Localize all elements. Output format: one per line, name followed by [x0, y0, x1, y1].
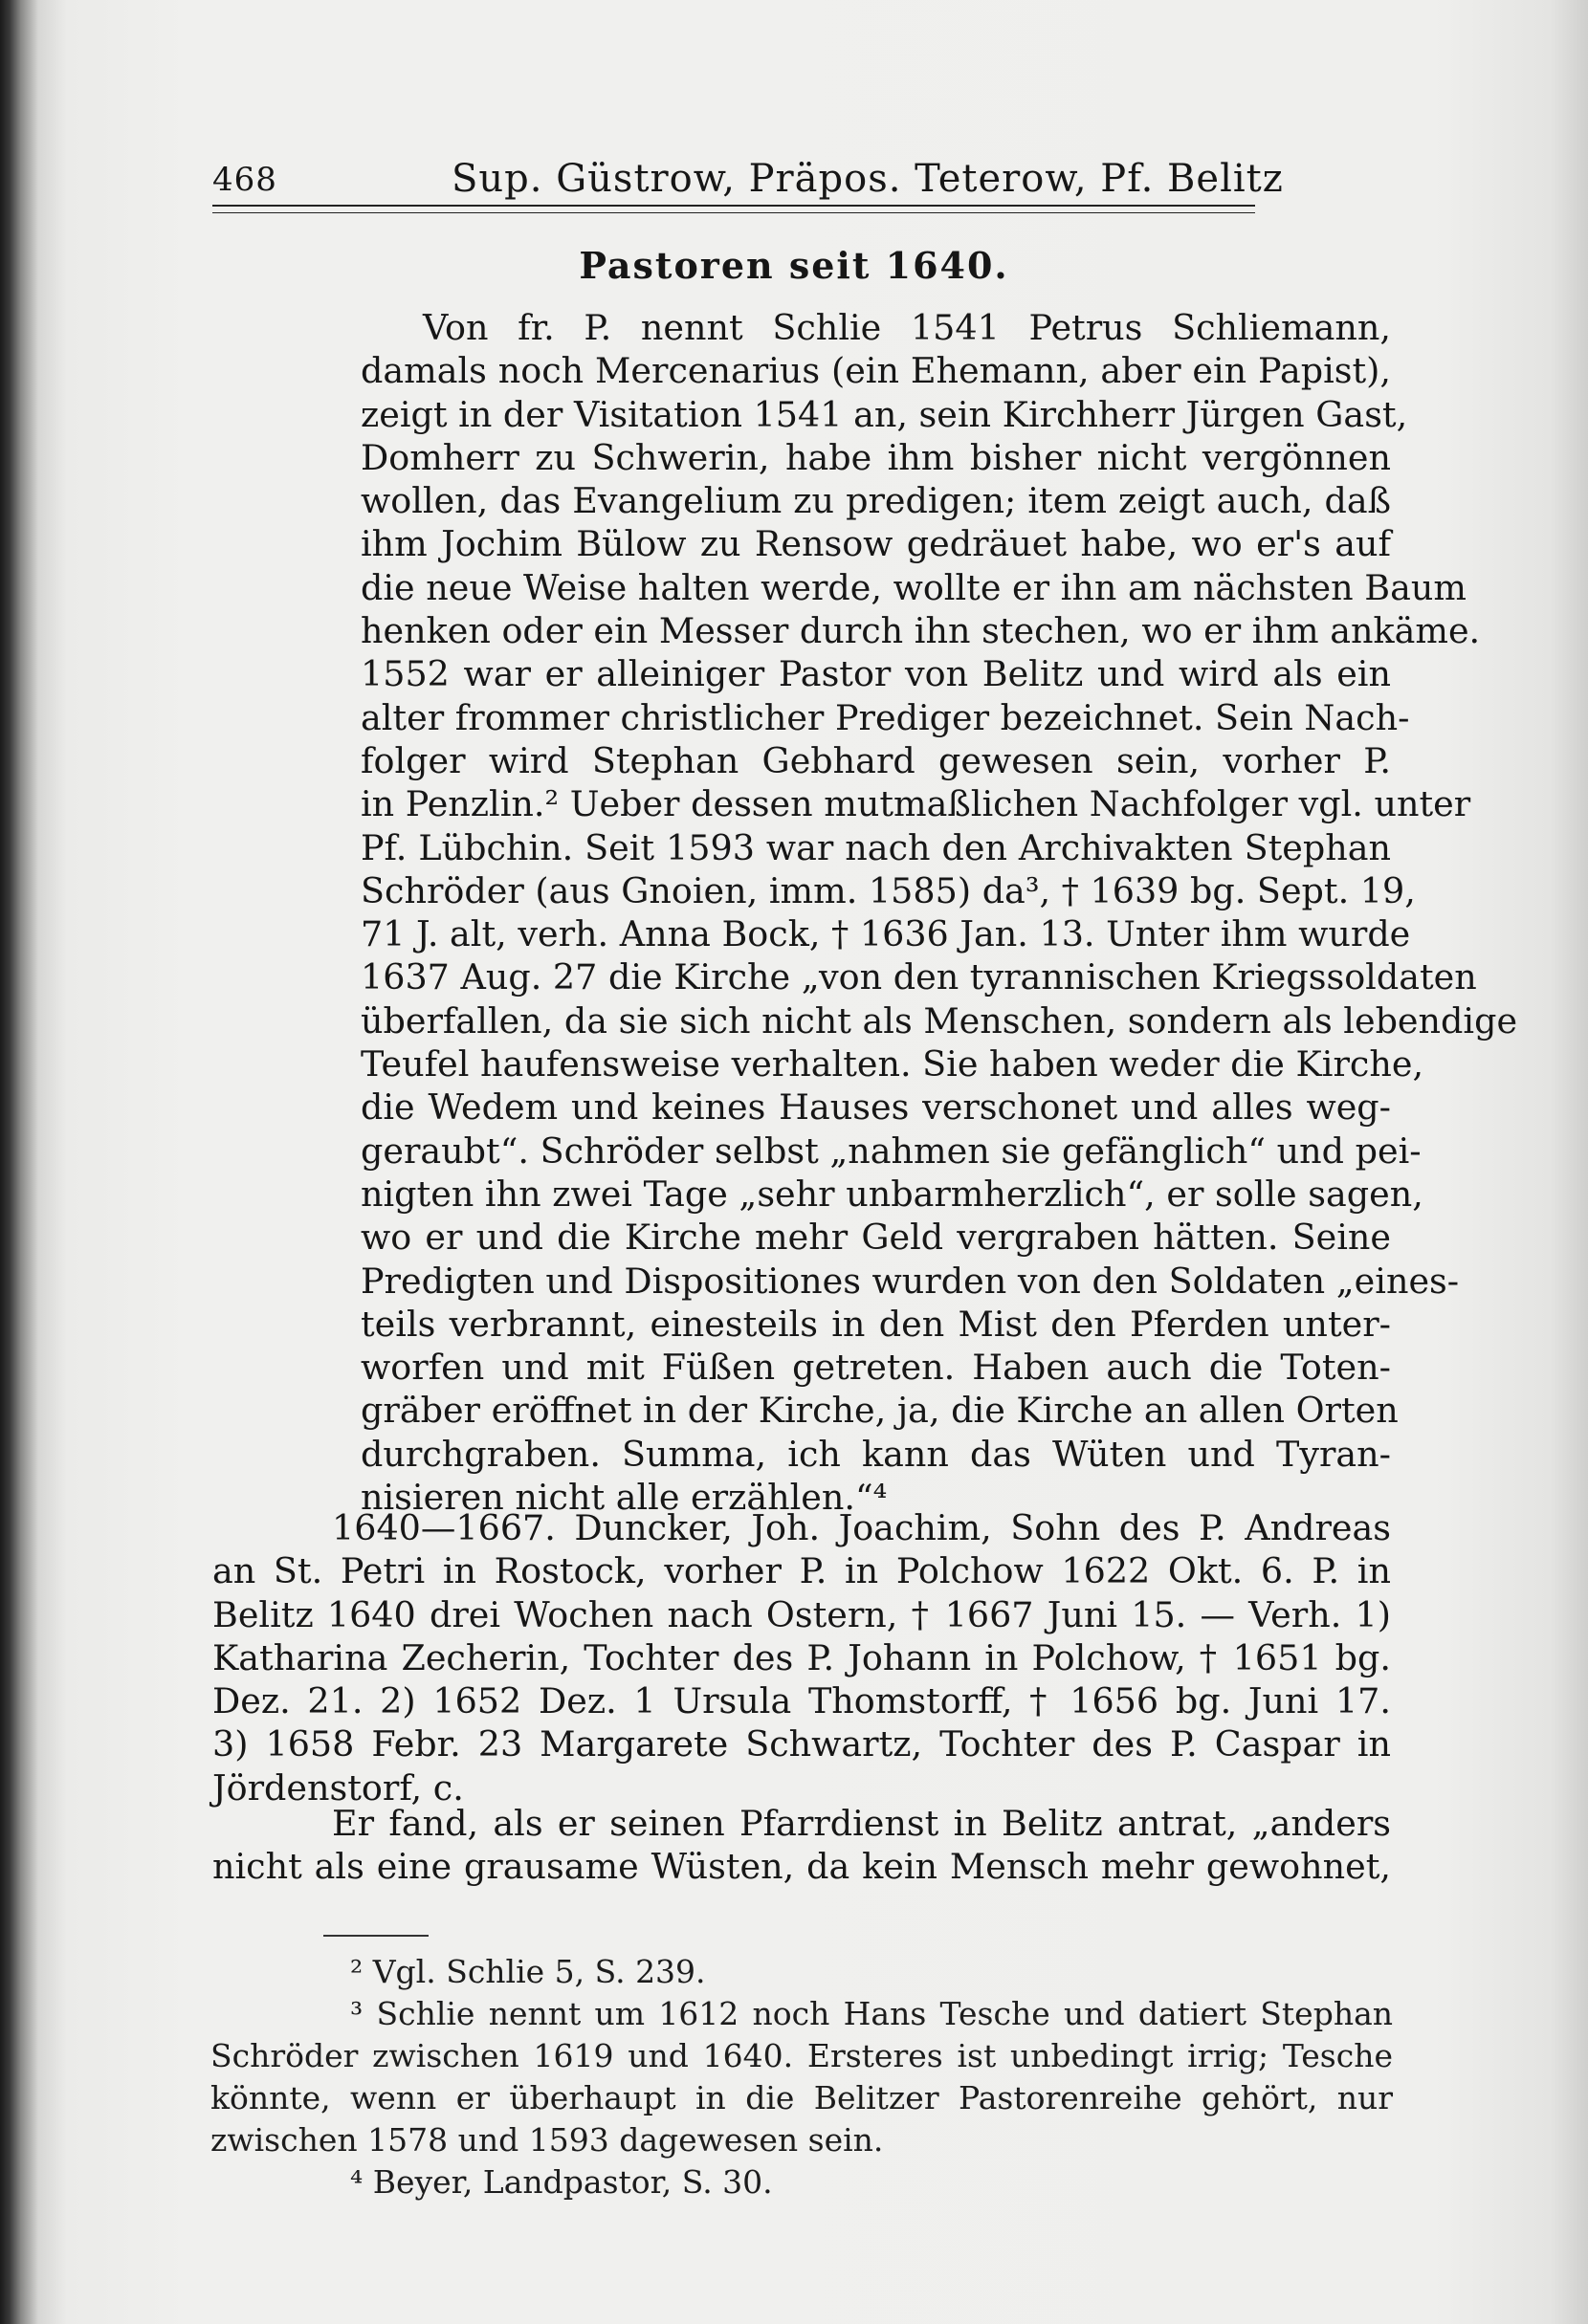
text-line: Predigten und Dispositiones wurden von den Soldaten „eines-: [361, 1260, 1460, 1302]
text-line: henken oder ein Messer durch ihn stechen, wo er ihm ankäme.: [361, 610, 1481, 652]
header-rule: [212, 205, 1255, 207]
text-line: 1637 Aug. 27 die Kirche „von den tyrannischen Kriegssoldaten: [361, 956, 1477, 998]
text-line: an St. Petri in Rostock, vorher P. in Polchow 1622 Okt. 6. P. in: [212, 1550, 1391, 1592]
text-line: 1640—1667. Duncker, Joh. Joachim, Sohn des P. Andreas: [332, 1507, 1391, 1548]
footnote-3-line: könnte, wenn er überhaupt in die Belitzer Pastorenreihe gehört, nur: [210, 2079, 1393, 2116]
footnote-rule: [323, 1935, 429, 1937]
text-line: nigten ihn zwei Tage „sehr unbarmherzlich“, er solle sagen,: [361, 1173, 1423, 1215]
text-line: 1552 war er alleiniger Pastor von Belitz und wird als ein: [361, 653, 1391, 695]
text-line: folger wird Stephan Gebhard gewesen sein, vorher P.: [361, 739, 1391, 781]
text-line: die Wedem und keines Hauses verschonet und alles weg-: [361, 1086, 1391, 1129]
text-line: geraubt“. Schröder selbst „nahmen sie gefänglich“ und pei-: [361, 1129, 1422, 1172]
text-line: Pf. Lübchin. Seit 1593 war nach den Archivakten Stephan: [361, 826, 1391, 868]
text-line: wo er und die Kirche mehr Geld vergraben hätten. Seine: [361, 1217, 1391, 1259]
text-line: durchgraben. Summa, ich kann das Wüten und Tyran-: [361, 1433, 1391, 1475]
text-line: Von fr. P. nennt Schlie 1541 Petrus Schliemann,: [423, 307, 1391, 348]
text-line: Jördenstorf, c.: [212, 1766, 464, 1809]
text-line: Teufel haufensweise verhalten. Sie haben weder die Kirche,: [361, 1043, 1424, 1085]
paragraph-continuation: [212, 1802, 1391, 1889]
footnote-4: ⁴ Beyer, Landpastor, S. 30.: [350, 2163, 773, 2201]
text-line: Katharina Zecherin, Tochter des P. Johann in Polchow, † 1651 bg.: [212, 1636, 1391, 1678]
text-line: überfallen, da sie sich nicht als Menschen, sondern als lebendige: [361, 999, 1518, 1041]
text-line: Belitz 1640 drei Wochen nach Ostern, † 1667 Juni 15. — Verh. 1): [212, 1593, 1391, 1635]
header-rule-thin: [212, 212, 1255, 213]
text-line: zeigt in der Visitation 1541 an, sein Kirchherr Jürgen Gast,: [361, 393, 1408, 435]
text-line: ihm Jochim Bülow zu Rensow gedräuet habe, wo er's auf: [361, 523, 1391, 565]
text-line: gräber eröffnet in der Kirche, ja, die Kirche an allen Orten: [361, 1390, 1399, 1432]
footnote-3-line: Schröder zwischen 1619 und 1640. Ersteres ist unbedingt irrig; Tesche: [210, 2037, 1393, 2074]
paragraph-pastors-history: [212, 306, 1518, 1519]
text-line: damals noch Mercenarius (ein Ehemann, aber ein Papist),: [361, 350, 1391, 392]
text-line: alter frommer christlicher Prediger bezeichnet. Sein Nach-: [361, 696, 1410, 738]
text-line: nicht als eine grausame Wüsten, da kein Mensch mehr gewohnet,: [212, 1846, 1391, 1888]
text-line: worfen und mit Füßen getreten. Haben auch die Toten-: [361, 1347, 1391, 1389]
text-line: nisieren nicht alle erzählen.“⁴: [361, 1477, 888, 1519]
footnote-3-line: zwischen 1578 und 1593 dagewesen sein.: [210, 2121, 884, 2159]
text-line: 3) 1658 Febr. 23 Margarete Schwartz, Tochter des P. Caspar in: [212, 1723, 1391, 1765]
footnotes: [210, 1951, 1393, 2203]
section-title: Pastoren seit 1640.: [579, 244, 1009, 287]
text-line: Domherr zu Schwerin, habe ihm bisher nicht vergönnen: [361, 436, 1391, 478]
text-line: teils verbrannt, einesteils in den Mist den Pferden unter-: [361, 1303, 1391, 1345]
text-line: 71 J. alt, verh. Anna Bock, † 1636 Jan. 13. Unter ihm wurde: [361, 913, 1411, 955]
page-number: 468: [212, 161, 277, 199]
paragraph-duncker-entry: [212, 1506, 1391, 1809]
text-line: Schröder (aus Gnoien, imm. 1585) da³, † 1639 bg. Sept. 19,: [361, 869, 1416, 911]
page-header: [212, 153, 1284, 210]
footnote-3: ³ Schlie nennt um 1612 noch Hans Tesche und datiert Stephan: [350, 1995, 1393, 2032]
text-line: Dez. 21. 2) 1652 Dez. 1 Ursula Thomstorff, † 1656 bg. Juni 17.: [212, 1680, 1391, 1722]
text-line: wollen, das Evangelium zu predigen; item zeigt auch, daß: [361, 480, 1391, 522]
text-line: in Penzlin.² Ueber dessen mutmaßlichen Nachfolger vgl. unter: [361, 783, 1471, 825]
text-line: die neue Weise halten werde, wollte er ihn am nächsten Baum: [361, 566, 1467, 608]
footnote-2: ² Vgl. Schlie 5, S. 239.: [350, 1953, 706, 1990]
text-line: Er fand, als er seinen Pfarrdienst in Belitz antrat, „anders: [332, 1803, 1391, 1844]
running-head: Sup. Güstrow, Präpos. Teterow, Pf. Belitz: [452, 157, 1284, 201]
